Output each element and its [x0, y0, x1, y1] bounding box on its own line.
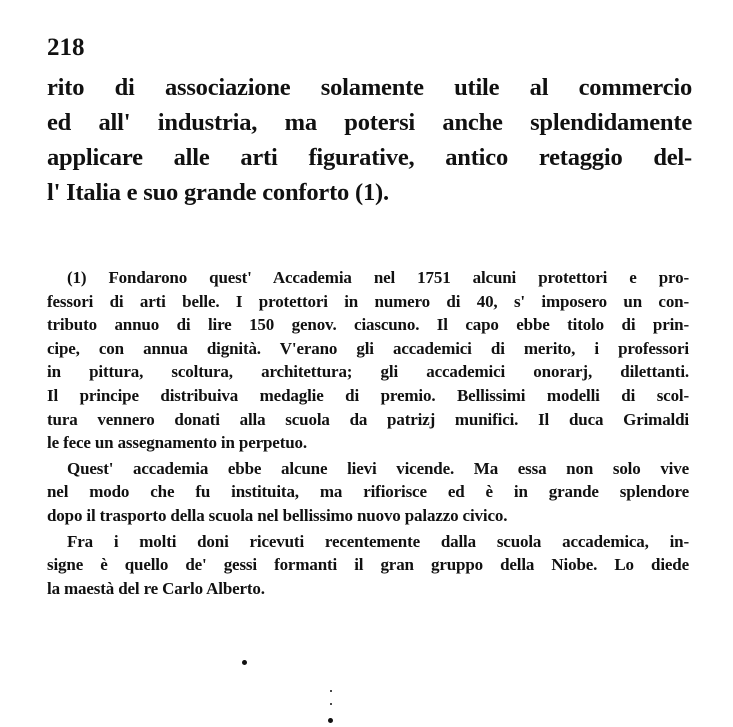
footnote-line: le fece un assegnamento in perpetuo. — [47, 433, 307, 453]
scan-speck — [242, 660, 247, 665]
scan-speck — [330, 703, 332, 705]
scan-speck — [330, 690, 332, 692]
footnote-line: tura vennero donati alla scuola da patrizj munifici. Il duca Grimaldi — [47, 409, 689, 429]
footnote-line: (1) Fondarono quest' Accademia nel 1751 alcuni protettori e pro- — [67, 268, 689, 287]
footnote-line: Il principe distribuiva medaglie di premio. Bellissimi modelli di scol- — [47, 385, 689, 405]
main-text-line: ed all' industria, ma potersi anche splendidamente — [47, 109, 692, 136]
footnote-paragraph — [47, 266, 689, 455]
main-text-block — [47, 70, 692, 210]
footnote-line: la maestà del re Carlo Alberto. — [47, 578, 265, 598]
footnote-line: tributo annuo di lire 150 genov. ciascuno. Il capo ebbe titolo di prin- — [47, 315, 689, 335]
main-text-line: rito di associazione solamente utile al commercio — [47, 74, 692, 101]
footnote-paragraph — [47, 457, 689, 528]
footnote-paragraph — [47, 530, 689, 601]
footnote-line: nel modo che fu instituita, ma rifiorisce ed è in grande splendore — [47, 482, 689, 502]
scan-speck — [328, 718, 333, 723]
footnotes-block — [47, 266, 689, 600]
main-text-line: l' Italia e suo grande conforto (1). — [47, 179, 389, 206]
footnote-line: in pittura, scoltura, architettura; gli accademici onorarj, dilettanti. — [47, 362, 689, 382]
footnote-line: Quest' accademia ebbe alcune lievi vicende. Ma essa non solo vive — [67, 458, 689, 478]
footnote-line: fessori di arti belle. I protettori in numero di 40, s' imposero un con- — [47, 291, 689, 311]
main-text-line: applicare alle arti figurative, antico retaggio del- — [47, 144, 692, 171]
footnote-line: cipe, con annua dignità. V'erano gli accademici di merito, i professori — [47, 338, 689, 358]
footnote-line: Fra i molti doni ricevuti recentemente dalla scuola accademica, in- — [67, 531, 689, 551]
page-number: 218 — [47, 34, 85, 61]
footnote-line: dopo il trasporto della scuola nel bellissimo nuovo palazzo civico. — [47, 505, 508, 525]
footnote-line: signe è quello de' gessi formanti il gran gruppo della Niobe. Lo diede — [47, 555, 689, 575]
